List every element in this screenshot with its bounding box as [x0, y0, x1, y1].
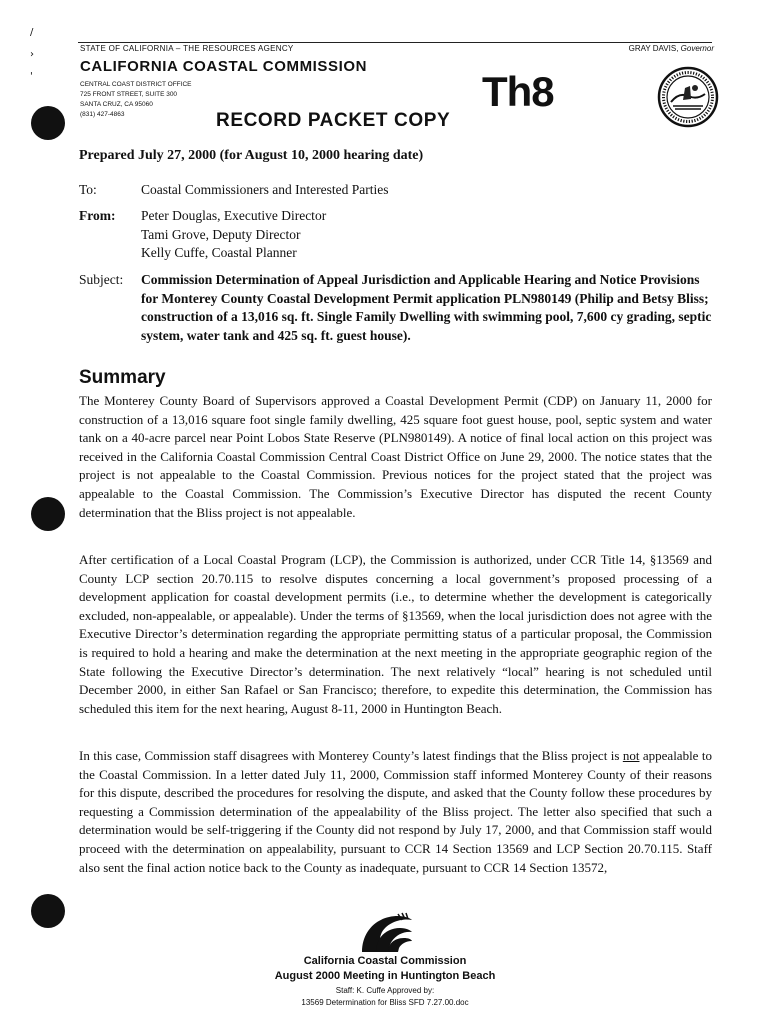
footer-staff: Staff: K. Cuffe Approved by:	[335, 986, 435, 995]
governor-line: GRAY DAVIS, Governor	[628, 44, 714, 53]
governor-title: Governor	[680, 44, 714, 53]
office-line: SANTA CRUZ, CA 95060	[80, 101, 153, 108]
agency-line: STATE OF CALIFORNIA – THE RESOURCES AGENCY	[80, 44, 294, 53]
record-packet-stamp: RECORD PACKET COPY	[216, 110, 451, 131]
footer-org: California Coastal Commission	[303, 955, 467, 967]
item-number: Th8	[482, 68, 554, 115]
p3-text: appealable to the Coastal Commission. In a letter dated July 11, 2000, Commission staff informed Monterey County of their reasons for this dispute, described the procedures for resolving the dispute, and asked that the County follow these procedures by requesting a Commission determination of the appealability of the Bliss project. The letter also specified that such a determination would be self-triggering if the County did not respond by July 17, 2000, and that Commission staff would proceed with the determination on appealability, pursuant to CCR 14 Section 13569 and LCP Section 20.70.115. Staff also sent the final action notice back to the County as inadequate, pursuant to CCR 14 Section 13572,	[79, 748, 712, 875]
from-line: Kelly Cuffe, Coastal Planner	[141, 245, 297, 260]
prepared-date: Prepared July 27, 2000 (for August 10, 2000 hearing date)	[79, 148, 424, 163]
from-line: Peter Douglas, Executive Director	[141, 208, 327, 223]
to-value: Coastal Commissioners and Interested Parties	[141, 182, 389, 197]
from-value	[141, 207, 716, 263]
to-label: To:	[79, 182, 97, 197]
hole-punch	[31, 894, 65, 928]
subject-label: Subject:	[79, 272, 124, 287]
footer-meeting: August 2000 Meeting in Huntington Beach	[274, 970, 496, 982]
margin-marks: / › '	[30, 27, 34, 82]
from-line: Tami Grove, Deputy Director	[141, 226, 301, 242]
from-label: From:	[79, 208, 116, 223]
hole-punch	[31, 106, 65, 140]
office-line: 725 FRONT STREET, SUITE 300	[80, 91, 178, 98]
office-address	[80, 80, 191, 120]
office-line: CENTRAL COAST DISTRICT OFFICE	[80, 81, 192, 88]
summary-heading: Summary	[79, 367, 166, 388]
p3-text: In this case, Commission staff disagrees with Monterey County’s latest findings that the Bliss project is	[79, 748, 623, 763]
summary-paragraph	[79, 747, 712, 877]
summary-paragraph: After certification of a Local Coastal Program (LCP), the Commission is authorized, under CCR Title 14, §13569 and County LCP section 20.70.115 to resolve disputes concerning a local government’s proposed processing of a development application for coastal development permits (i.e., to determine whether the development is categorically excluded, non-appealable, or appealable). Under the terms of §13569, when the local jurisdiction does not agree with the Executive Director’s determination regarding the appropriate permitting status of a particular proposal, the Commission is required to hold a hearing and make the determination at the next meeting in the appropriate geographic region of the State following the Executive Director’s determination. The next relatively “local” hearing is not scheduled until December 2000, in either San Rafael or San Francisco; therefore, to expedite this determination, the Commission has scheduled this item for the next hearing, August 8-11, 2000 in Huntington Beach.	[79, 552, 712, 716]
hole-punch	[31, 497, 65, 531]
summary-paragraph: The Monterey County Board of Supervisors approved a Coastal Development Permit (CDP) on January 11, 2000 for construction of a 13,016 square foot single family dwelling, 425 square foot guest house, pool, septic system and water tank on a 40-acre parcel near Point Lobos State Reserve (PLN980149). A notice of final local action on this project was received in the California Coastal Commission Central Coast District Office on June 29, 2000. The notice states that the project is not appealable to the Coastal Commission. Previous notices for the project stated that the project was appealable to the Coastal Commission. The Commission’s Executive Director has disputed the recent County determination that the Bliss project is not appealable.	[79, 393, 712, 520]
subject-value: Commission Determination of Appeal Jurisdiction and Applicable Hearing and Notice Provisions for Monterey County Coastal Development Permit application PLN980149 (Philip and Betsy Bliss; construction of a 13,016 sq. ft. Single Family Dwelling with swimming pool, 7,600 cy grading, septic system, water tank and 425 sq. ft. guest house).	[141, 272, 712, 343]
office-line: (831) 427-4863	[80, 111, 125, 118]
footer-file: 13569 Determination for Bliss SFD 7.27.00.doc	[301, 998, 469, 1007]
p3-emphasis: not	[622, 748, 640, 763]
header-rule	[78, 42, 712, 43]
coastal-commission-logo-icon	[358, 910, 414, 954]
state-seal-icon	[657, 66, 719, 128]
governor-name: GRAY DAVIS	[628, 44, 677, 53]
commission-name: CALIFORNIA COASTAL COMMISSION	[80, 58, 368, 75]
